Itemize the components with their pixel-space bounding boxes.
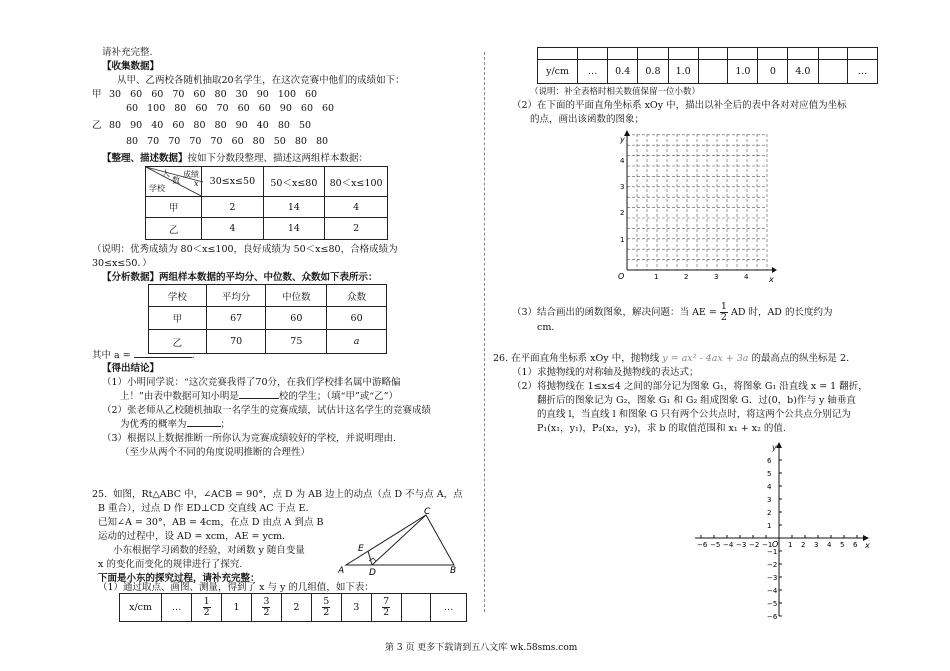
- axes-y-tick-label: 6: [767, 457, 772, 465]
- t2-cell: 75: [266, 330, 327, 354]
- score-distribution-table: [145, 166, 388, 240]
- axes-y-tick-label: 5: [767, 470, 772, 478]
- axes-y-tick-label: −4: [767, 587, 778, 595]
- t1-header-3: 80＜x≤100: [325, 167, 388, 197]
- organize-heading: [102, 153, 368, 165]
- x-value-cell: …: [431, 594, 467, 622]
- page-footer: 第 3 页 更多下载请到五八文库 wk.58sms.com: [385, 643, 578, 653]
- axes-y-label: y: [772, 443, 777, 452]
- t1-header-2: 50＜x≤80: [263, 167, 325, 197]
- p26-line-1: [493, 353, 849, 365]
- jia-label: 甲: [92, 89, 102, 100]
- fraction-7-2: $\frac{7}{2}$: [383, 596, 390, 618]
- y-value-cell: …: [847, 60, 877, 84]
- p25-line-3: 已知∠A = 30°，AB = 4cm，在点 D 由点 A 到点 B: [98, 517, 324, 528]
- label-e: E: [358, 544, 364, 554]
- diagonal-header-cell: [146, 167, 202, 197]
- diag-school-text: 学校: [149, 184, 165, 193]
- t2-header: 中位数: [266, 285, 327, 307]
- axes-origin: O: [772, 540, 779, 549]
- grid-x-tick: 3: [714, 273, 719, 281]
- axes-x-tick-label: −1: [762, 541, 773, 549]
- grid-y-label: y: [620, 135, 625, 144]
- jia-row-1: 30 60 60 70 60 80 30 90 100 60: [109, 89, 318, 100]
- triangle-abc: [346, 515, 454, 565]
- axes-x-tick-label: 1: [788, 541, 793, 549]
- y-value-cell: …: [578, 60, 608, 84]
- t2-header: 平均分: [206, 285, 266, 307]
- q3-frac-num: 1: [720, 301, 727, 312]
- q3b: AD 时，AD 的长度约为: [730, 307, 833, 318]
- y-table-top-cell: [638, 48, 668, 60]
- axes-y-tick-label: −3: [767, 574, 778, 582]
- y-table-top-cell: [728, 48, 758, 60]
- t2-cell: 67: [206, 307, 266, 330]
- c1b: 上！”由表中数据可知小明是: [120, 391, 239, 402]
- t1-school: 甲: [146, 197, 202, 218]
- grid-x-tick: 1: [654, 273, 659, 281]
- grid-origin: O: [618, 272, 625, 281]
- c2a: （2）张老师从乙校随机抽取一名学生的竞赛成绩，试估计这名学生的竞赛成绩: [102, 405, 432, 416]
- t1-cell: 2: [325, 218, 388, 240]
- p26-number: 26.: [493, 353, 509, 364]
- c2-line-b: 为优秀的概率为 ；: [120, 419, 231, 430]
- q2-line-a: （2）在下面的平面直角坐标系 xOy 中，描出以补全后的表中各对对应值为坐标: [512, 100, 847, 111]
- statistics-table: [148, 284, 387, 354]
- p25-line-2: B 重合），过点 D 作 ED⊥CD 交直线 AC 于点 E.: [98, 503, 309, 514]
- t2-cell: a: [327, 330, 387, 354]
- note-2: （说明：补全表格时相关数值保留一位小数）: [530, 87, 701, 97]
- axes-x-tick-label: 2: [801, 541, 806, 549]
- t2-header: 学校: [149, 285, 207, 307]
- y-value-cell: 4.0: [788, 60, 818, 84]
- p26-q2d: P₁(x₁，y₁)，P₂(x₂，y₂)，求 b 的取值范围和 x₁ + x₂ 的值.: [537, 423, 786, 434]
- axes-y-tick-label: −5: [767, 600, 778, 608]
- where-a-text: 其中 a =: [92, 350, 131, 361]
- p26-q2c: 的直线 l，当直线 l 和图象 G 只有两个公共点时，将这两个公共点分别记为: [537, 409, 851, 420]
- c3a: （3）根据以上数据推断一所你认为竞赛成绩较好的学校，并说明理由.: [102, 433, 397, 444]
- answer-blank-school[interactable]: [239, 398, 279, 399]
- axes-y-tick-label: −1: [767, 548, 778, 556]
- yi-label: 乙: [92, 120, 102, 131]
- y-value-blank[interactable]: [818, 60, 847, 84]
- q3-fraction: [720, 302, 728, 323]
- intro-text: 请补充完整.: [102, 47, 153, 58]
- p26-q2b: 翻折后的图象记为 G₂，图象 G₁ 和 G₂ 组成图象 G．过(0，b)作与 y 轴垂直: [537, 395, 856, 406]
- y-value-cell: 0.8: [638, 60, 668, 84]
- c2b: 为优秀的概率为: [120, 419, 187, 430]
- p25-line-1: 如图，Rt△ABC 中，∠ACB = 90°，点 D 为 AB 边上的动点（点 D 不与点 A，点: [113, 489, 463, 500]
- yi-row-2: 80 70 70 70 70 60 80 50 80 80: [126, 136, 329, 147]
- p25-line-4: 运动的过程中，设 AD = xcm，AE = ycm.: [98, 531, 286, 542]
- t2-header: 众数: [327, 285, 387, 307]
- collect-desc: 从甲、乙两校各随机抽取20名学生，在这次竞赛中他们的成绩如下：: [117, 75, 405, 86]
- p26-l1b: 的最高点的纵坐标是 2.: [751, 353, 850, 364]
- y-table-top-cell: [538, 48, 578, 60]
- axes-x-tick-label: −3: [736, 541, 747, 549]
- axes-x-label: x: [865, 541, 870, 550]
- p26-formula: y = ax² - 4ax + 3a: [662, 353, 749, 364]
- label-a: A: [338, 566, 345, 576]
- y-table-top-cell: [698, 48, 727, 60]
- axes-x-tick-label: −2: [749, 541, 760, 549]
- grid-x-arrow: [772, 267, 777, 273]
- jia-row-2: 60 100 80 60 70 60 60 90 60 60: [126, 103, 335, 114]
- t1-school: 乙: [146, 218, 202, 240]
- note-1a: （说明：优秀成绩为 80＜x≤100，良好成绩为 50＜x≤80，合格成绩为: [92, 244, 398, 255]
- p26-l1a: 在平面直角坐标系 xOy 中，抛物线: [511, 353, 660, 364]
- t2-cell: 70: [206, 330, 266, 354]
- yi-row-1: 80 90 40 60 80 80 90 40 80 50: [109, 120, 312, 131]
- diag-x-text: x: [194, 179, 199, 188]
- segment-ed: [368, 551, 372, 565]
- grid-y-arrow: [624, 130, 630, 136]
- c1a: （1）小明同学说：“这次竞赛我得了70分，在我们学校排名属中游略偏: [102, 377, 401, 388]
- x-value-cell: [251, 594, 281, 622]
- p25-line-7: 下面是小东的探究过程，请补充完整：: [98, 573, 260, 584]
- coordinate-axes: [693, 440, 873, 620]
- analyze-title: 【分析数据】两组样本数据的平均分、中位数、众数如下表所示：: [102, 272, 378, 283]
- note-1b: 30≤x≤50．）: [92, 258, 152, 269]
- p26-q1: （1）求抛物线的对称轴及抛物线的表达式；: [512, 367, 699, 378]
- fraction-5-2: $\frac{5}{2}$: [323, 596, 330, 618]
- axes-y-tick-label: 4: [767, 483, 772, 491]
- t1-cell: 14: [263, 218, 325, 240]
- c1c: 校的学生；（填“甲”或“乙”）: [278, 391, 399, 402]
- organize-title: 【整理、描述数据】: [102, 153, 188, 164]
- y-value-cell: 1.0: [728, 60, 758, 84]
- label-d: D: [369, 568, 376, 577]
- t1-cell: 2: [202, 197, 263, 218]
- x-value-cell: [401, 594, 431, 622]
- label-b: B: [450, 566, 457, 576]
- diag-mid-text: 数: [172, 176, 180, 185]
- y-value-blank[interactable]: [698, 60, 727, 84]
- axes-x-tick-label: −6: [697, 541, 708, 549]
- grid-x-tick: 2: [684, 273, 689, 281]
- organize-desc: 按如下分数段整理、描述这两组样本数据：: [187, 153, 369, 164]
- p25-line-8: （1）通过取点、画图、测量，得到了 x 与 y 的几组值，如下表：: [98, 582, 374, 593]
- axes-y-tick-label: −6: [767, 613, 778, 620]
- answer-blank-probability[interactable]: [187, 426, 221, 427]
- y-table-top-cell: [758, 48, 788, 60]
- axes-x-tick-label: 4: [827, 541, 832, 549]
- c3b: （至少从两个不同的角度说明推断的合理性）: [120, 447, 311, 458]
- q3-frac-den: 2: [720, 312, 727, 323]
- axes-y-tick-label: −2: [767, 561, 778, 569]
- y-value-cell: 1.0: [668, 60, 698, 84]
- grid-y-tick: 2: [620, 209, 625, 217]
- t2-school: 甲: [149, 307, 207, 330]
- c1-line-b: [120, 391, 398, 403]
- axes-x-tick-label: 6: [853, 541, 858, 549]
- t2-cell: 60: [266, 307, 327, 330]
- q3-line: [512, 302, 882, 323]
- grid-x-label: x: [769, 275, 774, 284]
- p25-number: 25.: [92, 489, 108, 500]
- coordinate-grid: [617, 130, 777, 285]
- grid-y-tick: 1: [620, 236, 625, 244]
- y-values-table: [537, 47, 878, 84]
- t1-header-1: 30≤x≤50: [202, 167, 263, 197]
- x-value-cell: …: [162, 594, 192, 622]
- fraction-3-2: $\frac{3}{2}$: [263, 596, 270, 618]
- q3a: （3）结合画出的函数图象，解决问题：当 AE =: [512, 307, 717, 318]
- conclusion-title: 【得出结论】: [102, 363, 160, 374]
- axes-x-tick-label: 3: [814, 541, 819, 549]
- x-table-label: x/cm: [120, 594, 162, 622]
- y-table-top-cell: [668, 48, 698, 60]
- p25-line-5: 小东根据学习函数的经验，对函数 y 随自变量: [113, 545, 305, 556]
- diag-top-text: 人: [162, 169, 170, 178]
- diag-score-text: 成绩: [183, 170, 199, 179]
- segment-cd: [372, 515, 426, 565]
- t1-cell: 4: [202, 218, 263, 240]
- grid-y-tick: 4: [620, 157, 625, 165]
- center-fold-line: [484, 52, 485, 612]
- fraction-1-2: $\frac{1}{2}$: [203, 596, 210, 618]
- x-value-cell: [311, 594, 341, 622]
- t1-cell: 4: [325, 197, 388, 218]
- q2-line-b: 的点，画出该函数的图象；: [530, 114, 645, 125]
- grid-x-tick: 4: [744, 273, 749, 281]
- axes-x-tick-label: −5: [710, 541, 721, 549]
- y-table-top-cell: [578, 48, 608, 60]
- x-value-cell: 2: [281, 594, 311, 622]
- axes-y-arrow: [776, 442, 782, 448]
- p25-line-6: x 的变化而变化的规律进行了探究.: [98, 559, 243, 570]
- label-c: C: [424, 507, 431, 517]
- x-value-cell: [371, 594, 401, 622]
- axes-y-tick-label: 3: [767, 496, 772, 504]
- x-value-cell: 1: [222, 594, 252, 622]
- x-values-table: [119, 593, 467, 622]
- collect-title: 【收集数据】: [102, 61, 160, 72]
- x-value-cell: [192, 594, 222, 622]
- axes-x-tick-label: 5: [840, 541, 845, 549]
- axes-x-tick-label: −4: [723, 541, 734, 549]
- axes-y-tick-label: 1: [767, 522, 772, 530]
- y-value-cell: 0: [758, 60, 788, 84]
- t1-cell: 14: [263, 197, 325, 218]
- y-table-top-cell: [847, 48, 877, 60]
- t2-school: 乙: [149, 330, 207, 354]
- triangle-figure: [338, 507, 468, 577]
- q3c: cm.: [537, 322, 555, 333]
- where-a: 其中 a = .: [92, 350, 195, 361]
- y-table-label: y/cm: [538, 60, 578, 84]
- x-value-cell: 3: [341, 594, 371, 622]
- p26-q2a: （2）将抛物线在 1≤x≤4 之间的部分记为图象 G₁，将图象 G₁ 沿直线 x = 1 翻折，: [512, 381, 868, 392]
- answer-blank-a[interactable]: [134, 357, 192, 358]
- y-table-top-cell: [608, 48, 638, 60]
- axes-y-tick-label: 2: [767, 509, 772, 517]
- t2-cell: 60: [327, 307, 387, 330]
- grid-y-tick: 3: [620, 183, 625, 191]
- y-value-cell: 0.4: [608, 60, 638, 84]
- y-table-top-cell: [788, 48, 818, 60]
- y-table-top-cell: [818, 48, 847, 60]
